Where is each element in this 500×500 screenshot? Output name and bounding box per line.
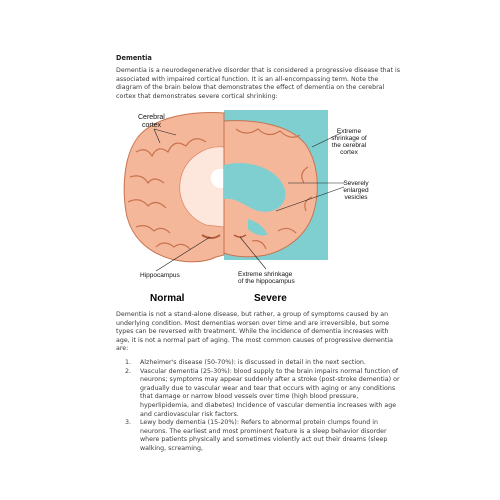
list-item-number: 2. [125, 367, 132, 375]
label-extreme-shrinkage-3: the cerebral [331, 142, 367, 149]
label-hippo-shrink-1: Extreme shrinkage [238, 271, 293, 278]
list-item-text: Lewy body dementia (15-20%): Refers to abnormal protein clumps found in neurons. The earliest and most prominent feature is a sleep behavior disorder where patients physically and sometimes violently act out their dreams (sleep walking, screaming, [140, 419, 388, 452]
label-extreme-shrinkage-2: shrinkage of [331, 135, 367, 142]
list-item [116, 419, 406, 453]
caption-normal: Normal [150, 293, 185, 304]
label-vesicles-3: vesicles [344, 194, 368, 201]
list-item-number: 3. [125, 419, 132, 427]
label-extreme-shrinkage-4: cortex [340, 149, 358, 156]
causes-list [116, 359, 406, 454]
section-title: Dementia [116, 54, 152, 62]
label-cerebral-cortex-2: cortex [142, 122, 162, 129]
label-extreme-shrinkage-1: Extreme [336, 128, 362, 135]
caption-severe: Severe [254, 293, 287, 304]
brain-diagram [116, 107, 386, 307]
list-item-number: 1. [125, 359, 132, 366]
intro-paragraph: Dementia is a neurodegenerative disorder that is considered a progressive disease that is associated with impaired cortical function. It is an all-encompassing term. Note the diagram of the brain below that demonstrates the effect of dementia on the cerebral cortex that demonstrates severe cortical shrinking: [116, 67, 401, 100]
label-hippocampus: Hippocampus [140, 272, 180, 279]
label-cerebral-cortex-1: Cerebral [138, 114, 165, 121]
list-item [116, 359, 406, 368]
body-paragraph: Dementia is not a stand-alone disease, but rather, a group of symptoms caused by an underlying condition. Most dementias worsen over time and are irreversible, but some types can be reversed with treatment. While the incidence of dementia increases with age, it is not a normal part of aging. The most common causes of progressive dementia are: [116, 311, 393, 353]
list-item-text: Alzheimer's disease (50-70%): is discussed in detail in the next section. [140, 359, 366, 366]
label-vesicles-2: enlarged [343, 187, 369, 194]
list-item-text: Vascular dementia (25-30%): blood supply to the brain impairs normal function of neurons; symptoms may appear suddenly after a stroke (post-stroke dementia) or gradually due to vascular wear and tear that occurs with aging or any conditions that damage or narrow blood vessels over time (high blood pressure, hyperlipidemia, and diabetes) Incidence of vascular dementia increases with age and cardiovascular risk factors. [140, 367, 400, 418]
label-vesicles-1: Severely [343, 180, 369, 187]
list-item [116, 368, 406, 420]
label-hippo-shrink-2: of the hippocampus [238, 278, 295, 285]
